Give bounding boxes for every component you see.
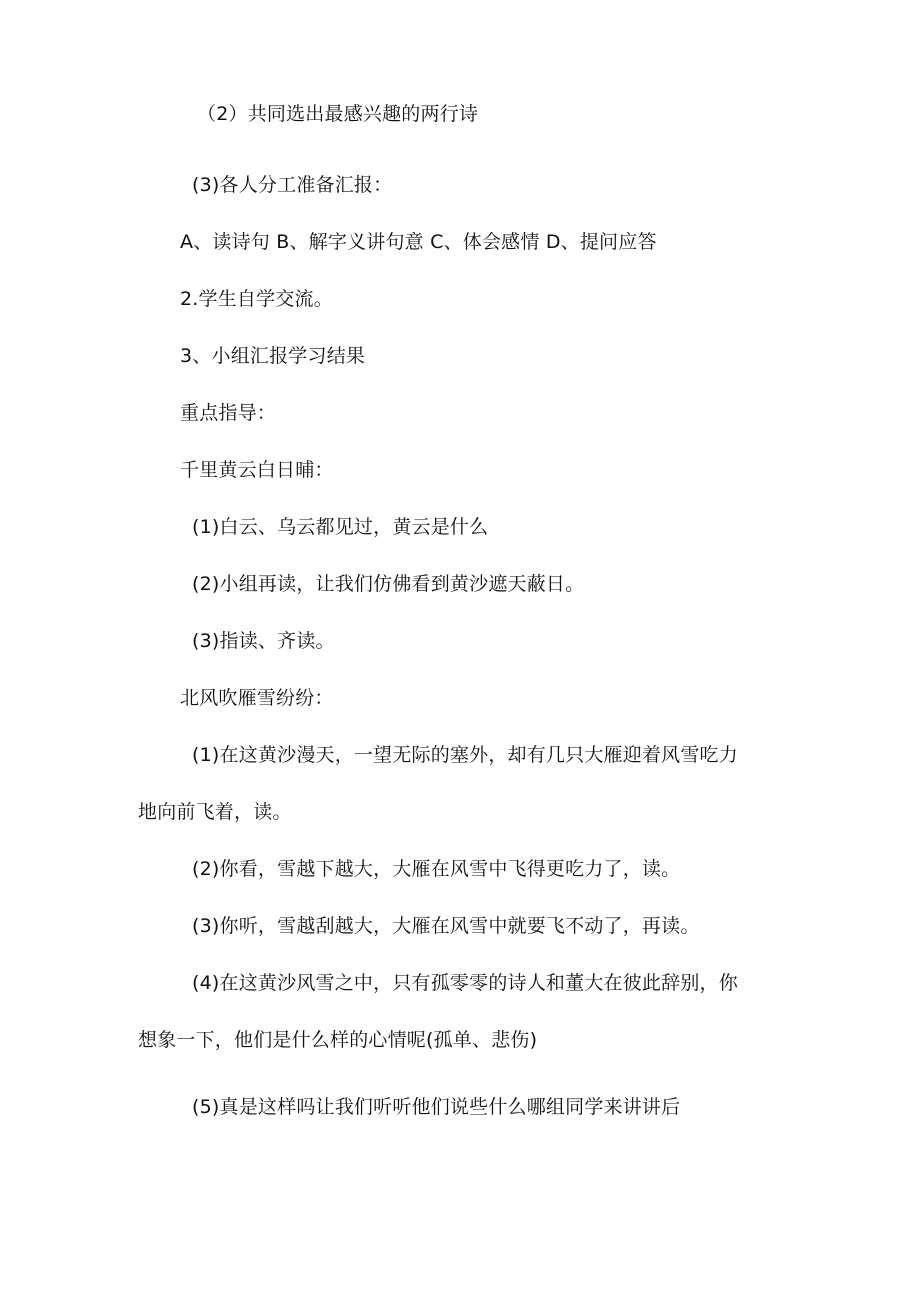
text-line: 2.学生自学交流。 — [180, 288, 333, 310]
text-line: 3、小组汇报学习结果 — [180, 345, 366, 367]
text-line: 重点指导： — [180, 402, 277, 424]
text-line: (3)各人分工准备汇报： — [192, 174, 393, 196]
text-line: (1)在这黄沙漫天，一望无际的塞外，却有几只大雁迎着风雪吃力 — [192, 744, 738, 766]
text-line: (3)你听，雪越刮越大，大雁在风雪中就要飞不动了，再读。 — [192, 915, 700, 937]
text-line: (4)在这黄沙风雪之中，只有孤零零的诗人和董大在彼此辞别，你 — [192, 972, 738, 994]
text-line: 千里黄云白日晡： — [180, 459, 334, 481]
text-line: (1)白云、乌云都见过，黄云是什么 — [192, 516, 489, 538]
text-line: 地向前飞着，读。 — [138, 801, 292, 823]
text-line: 想象一下，他们是什么样的心情呢(孤单、悲伤) — [138, 1029, 538, 1051]
text-line: (2)小组再读，让我们仿佛看到黄沙遮天蔽日。 — [192, 573, 585, 595]
text-line: （2）共同选出最感兴趣的两行诗 — [197, 103, 479, 125]
text-line: 北风吹雁雪纷纷： — [180, 687, 334, 709]
text-line: (2)你看，雪越下越大，大雁在风雪中飞得更吃力了，读。 — [192, 858, 681, 880]
text-line: (3)指读、齐读。 — [192, 630, 335, 652]
text-line: A、读诗句 B、解字义讲句意 C、体会感情 D、提问应答 — [180, 231, 657, 253]
text-line: (5)真是这样吗让我们听听他们说些什么哪组同学来讲讲后 — [192, 1096, 681, 1118]
